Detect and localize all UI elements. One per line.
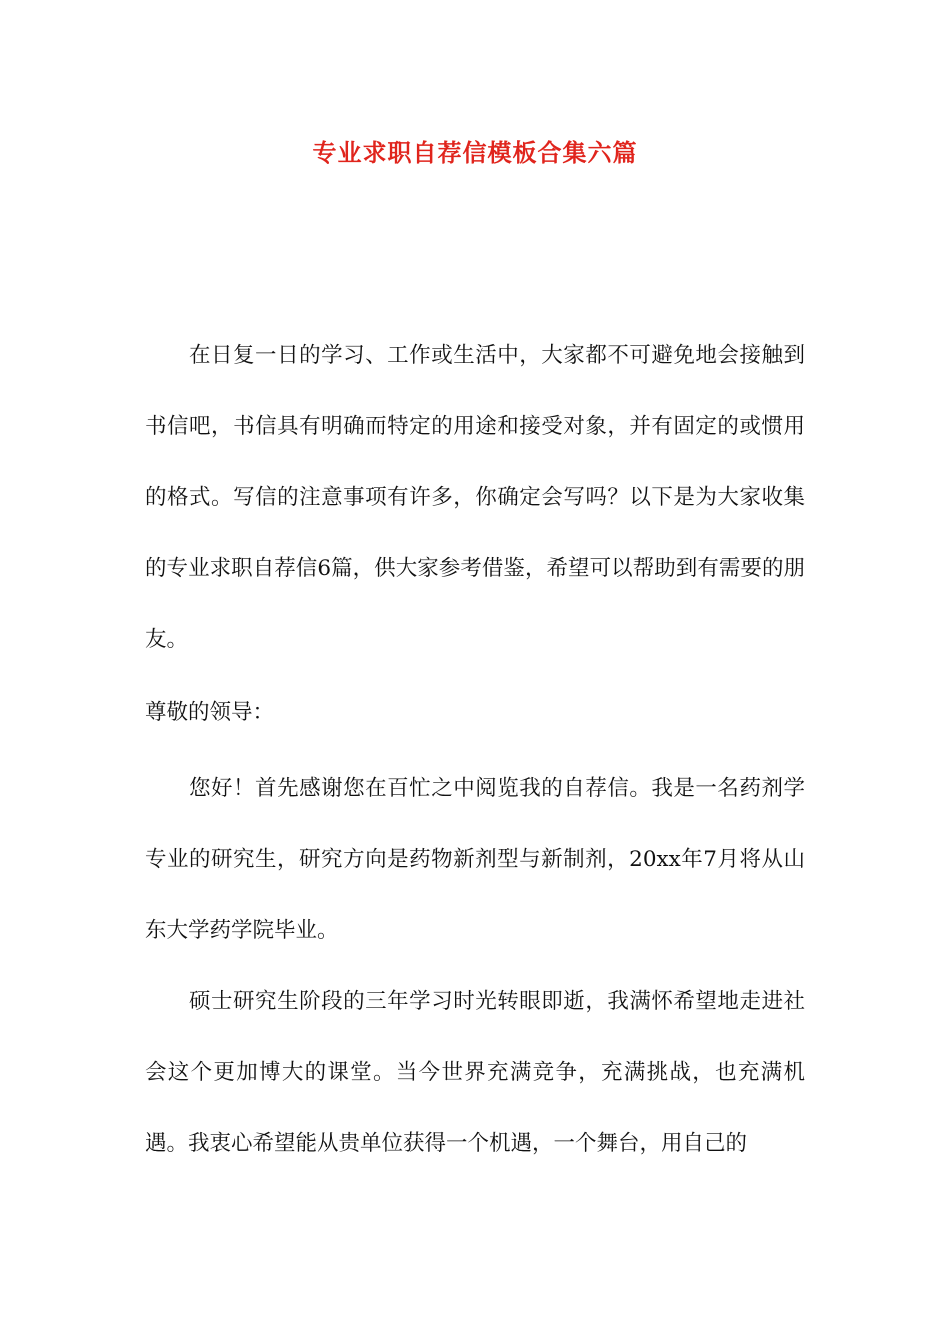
salutation: 尊敬的领导： [145,700,275,725]
intro-paragraph: 在日复一日的学习、工作或生活中，大家都不可避免地会接触到书信吧，书信具有明确而特定的用途和接受对象，并有固定的或惯用的格式。写信的注意事项有许多，你确定会写吗？以下是为大家收集的专业求职自荐信6篇，供大家参考借鉴，希望可以帮助到有需要的朋友。 [145,343,805,652]
document-title: 专业求职自荐信模板合集六篇 [312,138,638,167]
greeting-paragraph: 您好！首先感谢您在百忙之中阅览我的自荐信。我是一名药剂学专业的研究生，研究方向是药物新剂型与新制剂，20xx年7月将从山东大学药学院毕业。 [145,776,805,943]
body-paragraph: 硕士研究生阶段的三年学习时光转眼即逝，我满怀希望地走进社会这个更加博大的课堂。当今世界充满竞争，充满挑战，也充满机遇。我衷心希望能从贵单位获得一个机遇，一个舞台，用自己的 [145,989,805,1156]
document-body [145,320,805,1179]
